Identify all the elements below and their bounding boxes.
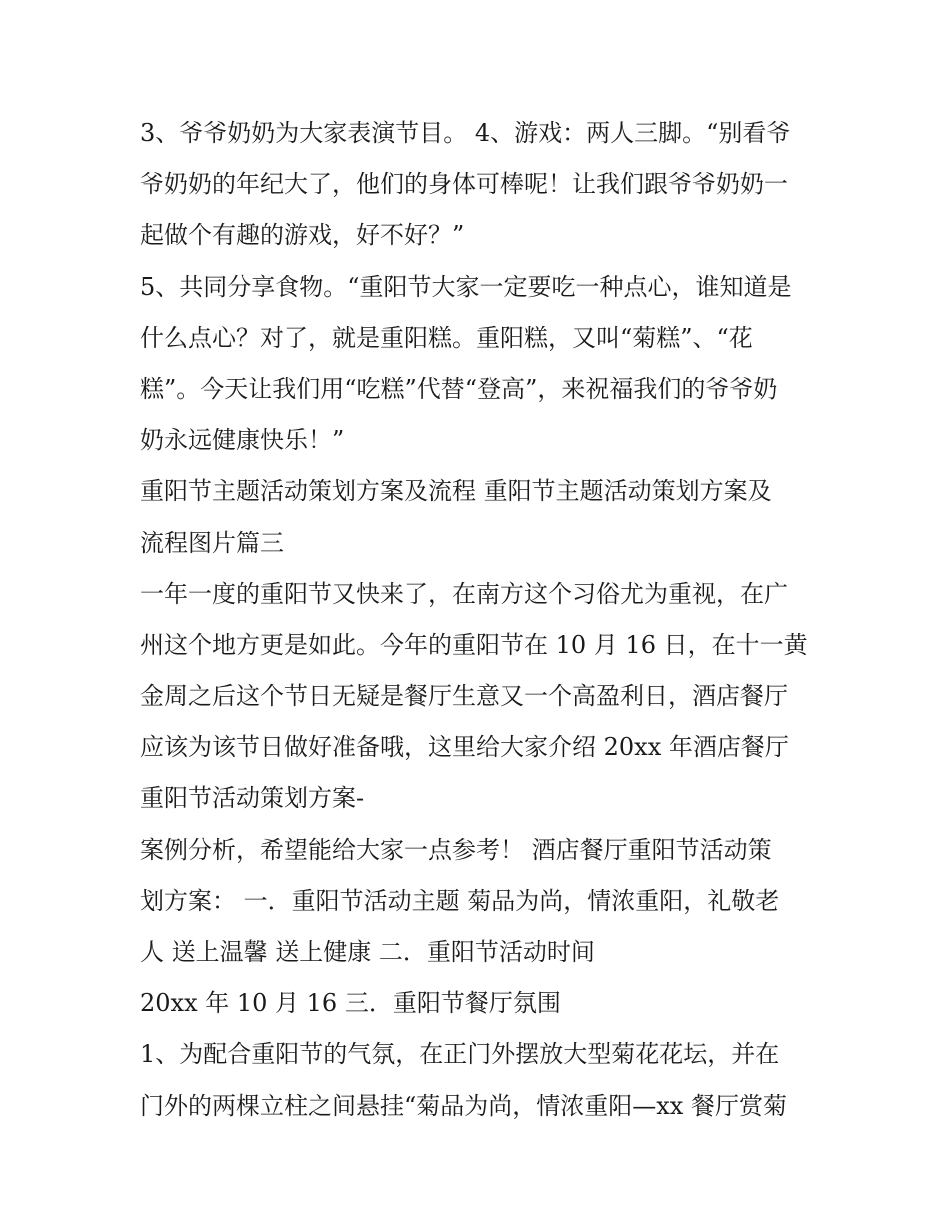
text-line: 起做个有趣的游戏，好不好？” bbox=[140, 221, 465, 250]
text-line: 案例分析，希望能给大家一点参考！ 酒店餐厅重阳节活动策 bbox=[140, 835, 772, 864]
text-line: 1、为配合重阳节的气氛，在正门外摆放大型菊花花坛，并在 bbox=[140, 1040, 780, 1069]
section-heading-line: 流程图片篇三 bbox=[140, 528, 284, 557]
text-line: 5、共同分享食物。“重阳节大家一定要吃一种点心，谁知道是 bbox=[140, 272, 792, 301]
text-line: 金周之后这个节日无疑是餐厅生意又一个高盈利日，酒店餐厅 bbox=[140, 682, 788, 711]
text-line: 20xx 年 10 月 16 三．重阳节餐厅氛围 bbox=[140, 989, 561, 1018]
text-line: 划方案： 一．重阳节活动主题 菊品为尚，情浓重阳，礼敬老 bbox=[140, 886, 780, 915]
text-line: 奶永远健康快乐！” bbox=[140, 426, 345, 455]
text-line: 应该为该节日做好准备哦，这里给大家介绍 20xx 年酒店餐厅 bbox=[140, 733, 789, 762]
text-line: 什么点心？对了，就是重阳糕。重阳糕，又叫“菊糕”、“花 bbox=[140, 323, 753, 352]
text-line: 人 送上温馨 送上健康 二．重阳节活动时间 bbox=[140, 938, 595, 966]
section-heading-line: 重阳节主题活动策划方案及流程 重阳节主题活动策划方案及 bbox=[140, 477, 772, 506]
text-line: 州这个地方更是如此。今年的重阳节在 10 月 16 日，在十一黄 bbox=[140, 630, 808, 659]
text-line: 一年一度的重阳节又快来了，在南方这个习俗尤为重视，在广 bbox=[140, 579, 788, 608]
document-body bbox=[140, 108, 820, 1132]
text-line: 门外的两棵立柱之间悬挂“菊品为尚，情浓重阳—xx 餐厅赏菊 bbox=[140, 1091, 787, 1120]
text-line: 糕”。今天让我们用“吃糕”代替“登高”，来祝福我们的爷爷奶 bbox=[140, 374, 778, 403]
text-line: 爷奶奶的年纪大了，他们的身体可棒呢！让我们跟爷爷奶奶一 bbox=[140, 170, 788, 199]
text-line: 3、爷爷奶奶为大家表演节目。 4、游戏：两人三脚。“别看爷 bbox=[140, 119, 791, 147]
text-line: 重阳节活动策划方案- bbox=[140, 784, 365, 813]
